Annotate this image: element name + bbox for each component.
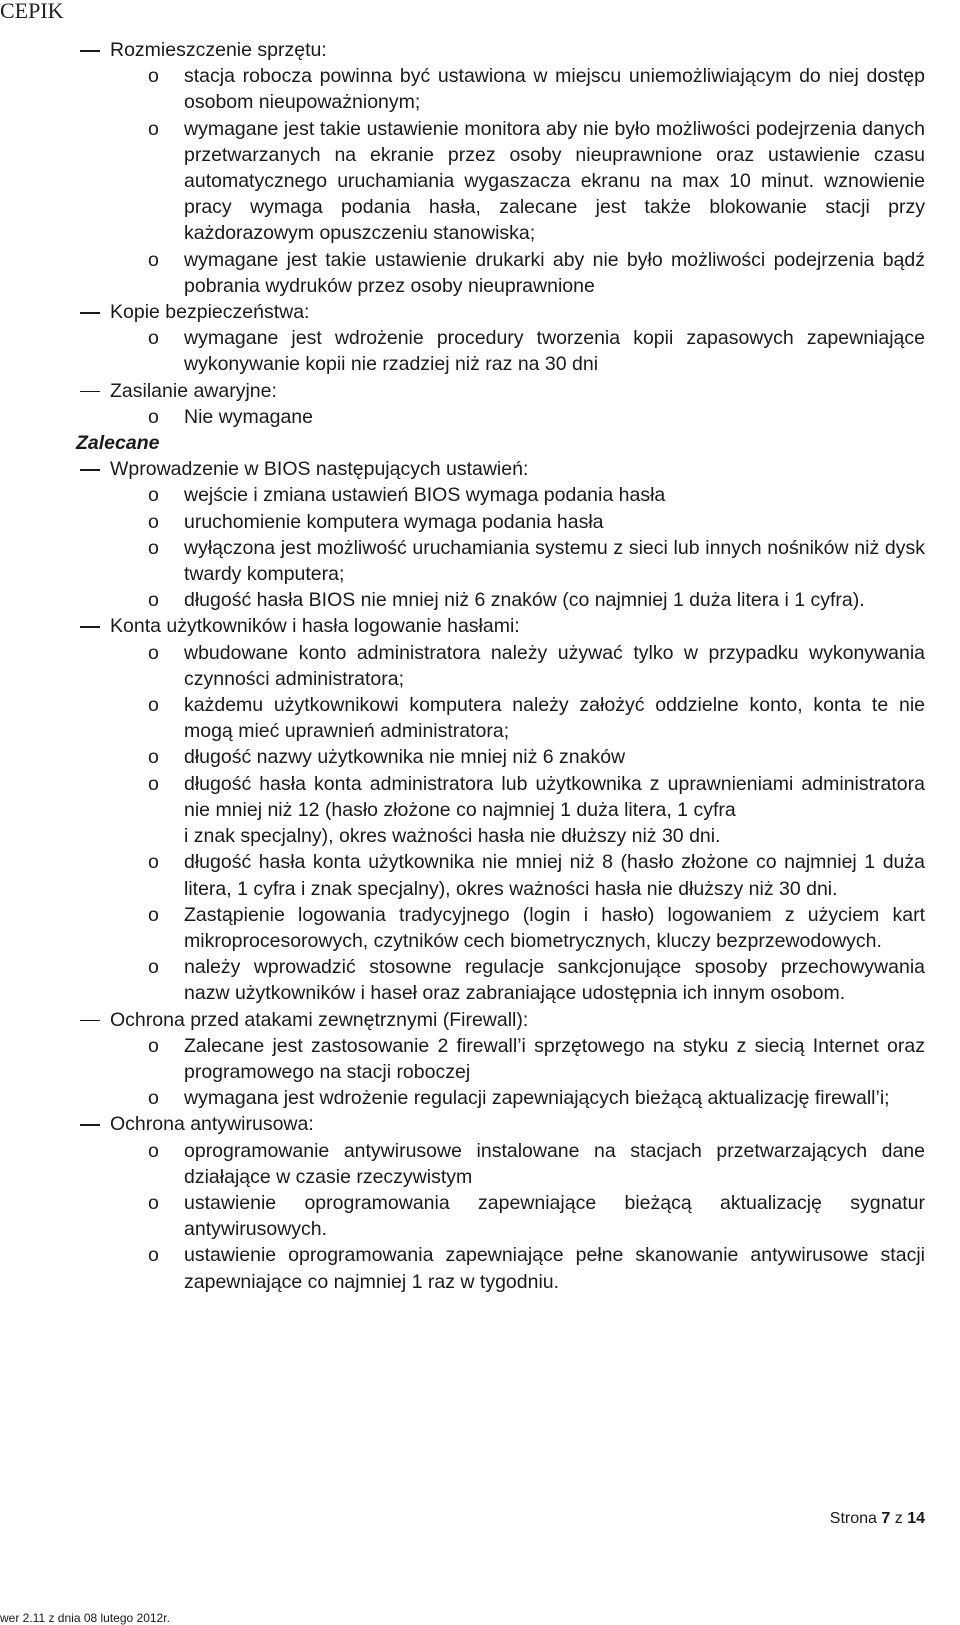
page-label: Strona bbox=[829, 1510, 877, 1527]
list-item: o wbudowane konto administratora należy używać tylko w przypadku wykonywania czynności administratora; bbox=[184, 640, 925, 692]
bullet-list bbox=[110, 482, 925, 613]
bullet-list bbox=[110, 325, 925, 377]
bullet-list bbox=[110, 63, 925, 299]
section bbox=[110, 456, 925, 613]
section bbox=[110, 613, 925, 1006]
sections-group-b bbox=[110, 456, 925, 1295]
version-note: wer 2.11 z dnia 08 lutego 2012r. bbox=[0, 1611, 170, 1625]
list-item: o długość hasła konta administratora lub użytkownika z uprawnieniami administratora nie mniej niż 12 (hasło złożone co najmniej 1 duża litera, 1 cyfra i znak specjalny), okres ważności hasła nie dłuższy niż 30 dni. bbox=[184, 771, 925, 850]
section bbox=[110, 1007, 925, 1112]
bullet-list bbox=[110, 1033, 925, 1112]
list-item: o uruchomienie komputera wymaga podania hasła bbox=[184, 509, 925, 535]
document-header: CEPIK bbox=[0, 0, 64, 23]
section-title: Wprowadzenie w BIOS następujących ustawień: bbox=[110, 456, 925, 482]
bullet-list bbox=[110, 404, 925, 430]
section-title: Kopie bezpieczeństwa: bbox=[110, 299, 925, 325]
list-item: o wymagane jest takie ustawienie drukarki aby nie było możliwości podejrzenia bądź pobrania wydruków przez osoby nieuprawnione bbox=[184, 247, 925, 299]
section-title: Ochrona przed atakami zewnętrznymi (Firewall): bbox=[110, 1007, 925, 1033]
list-item: o wyłączona jest możliwość uruchamiania systemu z sieci lub innych nośników niż dysk twardy komputera; bbox=[184, 535, 925, 587]
list-item: o długość hasła konta użytkownika nie mniej niż 8 (hasło złożone co najmniej 1 duża litera, 1 cyfra i znak specjalny), okres ważności hasła nie dłuższy niż 30 dni. bbox=[184, 849, 925, 901]
list-item: o oprogramowanie antywirusowe instalowane na stacjach przetwarzających dane działające w czasie rzeczywistym bbox=[184, 1138, 925, 1190]
list-item: o wymagane jest takie ustawienie monitora aby nie było możliwości podejrzenia danych przetwarzanych na ekranie przez osoby nieuprawnione oraz ustawienie czasu automatycznego uruchamiania wygaszacza ekranu na max 10 minut. wznowienie pracy wymaga podania hasła, zalecane jest także blokowanie stacji przy każdorazowym opuszczeniu stanowiska; bbox=[184, 116, 925, 247]
list-item: o Nie wymagane bbox=[184, 404, 925, 430]
list-item: o wejście i zmiana ustawień BIOS wymaga podania hasła bbox=[184, 482, 925, 508]
section-title: Ochrona antywirusowa: bbox=[110, 1111, 925, 1137]
page-current: 7 bbox=[881, 1510, 891, 1527]
section-title: Konta użytkowników i hasła logowanie hasłami: bbox=[110, 613, 925, 639]
list-item: o wymagana jest wdrożenie regulacji zapewniających bieżącą aktualizację firewall’i; bbox=[184, 1085, 925, 1111]
bullet-list bbox=[110, 640, 925, 1007]
bullet-list bbox=[110, 1138, 925, 1295]
list-item: o stacja robocza powinna być ustawiona w miejscu uniemożliwiającym do niej dostęp osobom nieupoważnionym; bbox=[184, 63, 925, 115]
section-title: Zasilanie awaryjne: bbox=[110, 378, 925, 404]
list-item: o ustawienie oprogramowania zapewniające pełne skanowanie antywirusowe stacji zapewniające co najmniej 1 raz w tygodniu. bbox=[184, 1242, 925, 1294]
document-body bbox=[76, 37, 925, 1295]
list-item: o Zastąpienie logowania tradycyjnego (login i hasło) logowaniem z użyciem kart mikroprocesorowych, czytników cech biometrycznych, kluczy bezprzewodowych. bbox=[184, 902, 925, 954]
list-item: o każdemu użytkownikowi komputera należy założyć oddzielne konto, konta te nie mogą mieć uprawnień administratora; bbox=[184, 692, 925, 744]
section bbox=[110, 1111, 925, 1294]
sections-group-a bbox=[110, 37, 925, 430]
list-item: o należy wprowadzić stosowne regulacje sankcjonujące sposoby przechowywania nazw użytkowników i haseł oraz zabraniające udostępnia ich innym osobom. bbox=[184, 954, 925, 1006]
list-item: o długość nazwy użytkownika nie mniej niż 6 znaków bbox=[184, 744, 925, 770]
section bbox=[110, 378, 925, 430]
page-total: 14 bbox=[907, 1510, 925, 1527]
page-number bbox=[830, 1510, 925, 1528]
list-item: o Zalecane jest zastosowanie 2 firewall’i sprzętowego na styku z siecią Internet oraz programowego na stacji roboczej bbox=[184, 1033, 925, 1085]
list-item: o długość hasła BIOS nie mniej niż 6 znaków (co najmniej 1 duża litera i 1 cyfra). bbox=[184, 587, 925, 613]
section bbox=[110, 37, 925, 299]
section bbox=[110, 299, 925, 378]
list-item: o wymagane jest wdrożenie procedury tworzenia kopii zapasowych zapewniające wykonywanie kopii nie rzadziej niż raz na 30 dni bbox=[184, 325, 925, 377]
list-item: o ustawienie oprogramowania zapewniające bieżącą aktualizację sygnatur antywirusowych. bbox=[184, 1190, 925, 1242]
section-title: Rozmieszczenie sprzętu: bbox=[110, 37, 925, 63]
recommended-heading: Zalecane bbox=[76, 432, 160, 455]
page-of: z bbox=[894, 1510, 903, 1527]
